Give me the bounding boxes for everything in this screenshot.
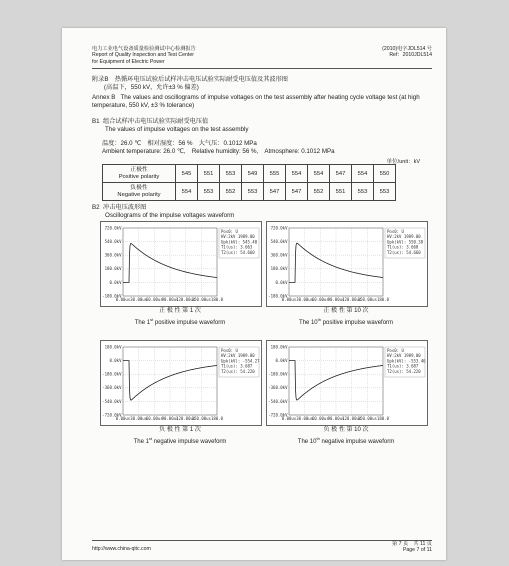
x-tick-label: 120.00us (342, 297, 362, 302)
y-tick-label: 180.0kV (104, 266, 122, 272)
caption-en-text: negative impulse waveform (152, 438, 227, 445)
y-tick-label: -360.0kV (102, 385, 122, 391)
table-cell: 552 (308, 183, 330, 201)
y-tick-label: 180.0kV (270, 266, 288, 272)
report-header-left (92, 46, 196, 65)
y-tick-label: 180.0kV (104, 344, 122, 350)
annex-subtitle-cn: (高温下，550 kV，允许±3 % 偏差) (104, 84, 199, 91)
ambient-conditions (102, 140, 335, 156)
measurement-line: Pos0: U (221, 229, 238, 234)
caption-en-text: positive impulse waveform (321, 319, 394, 326)
caption-en (95, 435, 265, 447)
oscillogram-svg (101, 341, 261, 425)
table-cell: 553 (242, 183, 264, 201)
table-cell: 549 (242, 165, 264, 183)
y-tick-label: -180.0kV (268, 371, 288, 377)
oscillogram-panel (100, 221, 262, 307)
y-tick-label: -540.0kV (268, 398, 288, 404)
x-tick-label: 0.00us (115, 297, 131, 302)
y-tick-label: 0.0kV (275, 279, 288, 285)
oscillogram-svg (267, 341, 427, 425)
section-b1-title-en: The values of impulse voltages on the test assembly (105, 125, 249, 133)
x-tick-label: 180.0 (210, 416, 224, 421)
annex-title-en (92, 94, 432, 110)
caption-en-text: The 1 (133, 438, 149, 445)
y-tick-label: -180.0kV (102, 293, 122, 299)
annex-title-cn (92, 76, 288, 92)
footer-page-number (392, 541, 432, 554)
x-tick-label: 120.00us (176, 416, 196, 421)
measurement-line: Pos0: U (387, 348, 404, 353)
impulse-voltage-table (102, 164, 396, 201)
caption-sup: st (150, 316, 154, 322)
x-tick-label: 120.00us (176, 297, 196, 302)
caption-en (261, 316, 431, 328)
y-tick-label: 0.0kV (109, 279, 122, 285)
measurement-line: Pos0: U (221, 348, 238, 353)
section-b2-heading (92, 204, 234, 219)
table-cell: 554 (308, 165, 330, 183)
section-b1-title-cn: 组合试样冲击电压试验实际耐受电压值 (103, 118, 209, 125)
x-tick-label: 90.00us (327, 416, 345, 421)
measurement-line: T1(us): 3.687 (387, 363, 419, 369)
x-tick-label: 60.00us (145, 416, 163, 421)
table-row-positive (103, 165, 396, 183)
table-cell: 553 (198, 183, 220, 201)
y-tick-label: 0.0kV (275, 358, 288, 363)
y-tick-label: -720.0kV (102, 412, 122, 418)
table-cell: 552 (220, 183, 242, 201)
annex-text-en: The values and oscillograms of impulse voltages on the test assembly after heating cycle voltage test (at high temperature, 550 kV, ±3 % tolerance) (92, 94, 420, 109)
measurement-line: Upk(kV): 550.38 (387, 239, 424, 245)
x-tick-label: 60.00us (145, 297, 163, 302)
x-tick-label: 180.0 (210, 297, 224, 302)
section-b2-title-cn: 冲击电压波形图 (103, 204, 147, 211)
caption-en-text: positive impulse waveform (153, 319, 226, 326)
row-label-cn: 负极性 (130, 184, 148, 191)
caption-en-text: The 10 (297, 438, 317, 445)
table-cell: 551 (330, 183, 352, 201)
table-row-negative (103, 183, 396, 201)
y-tick-label: 720.0kV (104, 225, 122, 231)
x-tick-label: 90.00us (161, 416, 179, 421)
y-tick-label: 180.0kV (270, 344, 288, 350)
x-tick-label: 90.00us (161, 297, 179, 302)
y-tick-label: -720.0kV (268, 412, 288, 418)
measurement-line: T1(us): 3.660 (387, 244, 419, 250)
caption-en-text: The 1 (134, 319, 151, 326)
x-tick-label: 30.00us (130, 297, 148, 302)
x-tick-label: 0.00us (281, 416, 297, 421)
oscillogram-caption (95, 308, 265, 327)
row-label-positive (103, 165, 176, 183)
impulse-waveform (289, 361, 383, 400)
caption-en (95, 316, 265, 328)
measurement-line: T2(us): 54.220 (387, 368, 421, 374)
x-tick-label: 30.00us (296, 416, 314, 421)
measurement-line: T2(us): 54.660 (221, 249, 255, 255)
x-tick-label: 30.00us (130, 416, 148, 421)
measurement-line: T1(us): 3.663 (221, 244, 253, 250)
header-title-en-2: for Equipment of Electric Power (92, 58, 165, 65)
x-tick-label: 150.00us (191, 416, 211, 421)
caption-cn: 正 极 性 第 1 次 (159, 308, 201, 314)
caption-cn: 负 极 性 第 10 次 (323, 427, 369, 433)
section-b1-heading (92, 118, 248, 133)
y-tick-label: -360.0kV (268, 385, 288, 391)
document-page (62, 28, 446, 560)
table-cell: 553 (374, 183, 396, 201)
measurement-line: Upk(kV): -553.46 (387, 358, 426, 364)
oscillogram-svg (101, 222, 261, 306)
measurement-line: HV:2kV 1989.00 (387, 234, 421, 240)
x-tick-label: 60.00us (311, 416, 329, 421)
x-tick-label: 0.00us (281, 297, 297, 302)
caption-sup: th (317, 316, 321, 322)
measurement-line: HV:2kV 1989.00 (221, 234, 255, 240)
caption-en-text: The 10 (298, 319, 318, 326)
unit-label: 单位/unit：kV (386, 159, 420, 165)
measurement-line: T1(us): 3.687 (221, 363, 253, 369)
row-label-negative (103, 183, 176, 201)
y-tick-label: 0.0kV (109, 358, 122, 363)
table-cell: 547 (286, 183, 308, 201)
annex-title-cn-line: 附录B 热循环电压试验后试样冲击电压试验实际耐受电压值及其波形图 (92, 76, 288, 83)
y-tick-label: -180.0kV (102, 371, 122, 377)
oscillogram-panel (100, 340, 262, 426)
x-tick-label: 180.0 (376, 416, 390, 421)
section-b1-number: B1 (92, 118, 100, 125)
report-header-right (382, 46, 432, 59)
ambient-conditions-cn: 温度：26.0 ℃ 相对湿度：56 % 大气压：0.1012 MPa (102, 140, 257, 147)
oscillogram-caption (95, 427, 265, 446)
section-b2-title-en: Oscillograms of the impulse voltages waveform (105, 211, 235, 219)
impulse-waveform (123, 361, 217, 401)
y-tick-label: -180.0kV (268, 293, 288, 299)
x-tick-label: 180.0 (376, 297, 390, 302)
table-cell: 553 (352, 183, 374, 201)
table-cell: 547 (264, 183, 286, 201)
x-tick-label: 60.00us (311, 297, 329, 302)
x-tick-label: 150.00us (191, 297, 211, 302)
header-divider (92, 68, 432, 69)
x-tick-label: 0.00us (115, 416, 131, 421)
measurement-line: HV:2kV 1989.00 (221, 353, 255, 359)
oscillogram-panel (266, 221, 428, 307)
x-tick-label: 120.00us (342, 416, 362, 421)
caption-en (261, 435, 431, 447)
measurement-line: Upk(kV): 545.40 (221, 239, 258, 245)
page-number-cn: 第 7 页 共 11 页 (392, 541, 432, 547)
measurement-line: T2(us): 54.220 (221, 368, 255, 374)
footer-divider (92, 540, 432, 541)
table-cell: 551 (198, 165, 220, 183)
caption-sup: th (316, 435, 320, 441)
measurement-line: T2(us): 54.660 (387, 249, 421, 255)
oscillogram-panel (266, 340, 428, 426)
oscillogram-svg (267, 222, 427, 306)
oscillogram-caption (261, 308, 431, 327)
table-cell: 545 (176, 165, 198, 183)
report-number-cn: (2010)电字JDL514 号 (382, 46, 432, 52)
x-tick-label: 90.00us (327, 297, 345, 302)
footer-url[interactable]: http://www.china-qitc.com (92, 546, 151, 552)
table-cell: 547 (330, 165, 352, 183)
header-title-cn: 电力工业电气设备质量检验测试中心检测报告 (92, 46, 196, 52)
y-tick-label: 720.0kV (270, 225, 288, 231)
table-cell: 554 (352, 165, 374, 183)
page-number-en: Page 7 of 11 (402, 547, 432, 554)
table-cell: 554 (286, 165, 308, 183)
y-tick-label: 360.0kV (270, 252, 288, 258)
measurement-line: Pos0: U (387, 229, 404, 234)
caption-cn: 负 极 性 第 1 次 (159, 427, 201, 433)
measurement-line: HV:2kV 1989.00 (387, 353, 421, 359)
header-title-en-1: Report of Quality Inspection and Test Center (92, 52, 194, 59)
x-tick-label: 150.00us (357, 416, 377, 421)
annex-label: Annex B (92, 94, 116, 101)
x-tick-label: 150.00us (357, 297, 377, 302)
y-tick-label: 360.0kV (104, 252, 122, 258)
table-cell: 550 (374, 165, 396, 183)
y-tick-label: 540.0kV (104, 239, 122, 244)
section-b2-number: B2 (92, 204, 100, 211)
caption-en-text: negative impulse waveform (319, 438, 395, 445)
table-cell: 555 (264, 165, 286, 183)
row-label-en: Negative polarity (117, 191, 161, 198)
x-tick-label: 30.00us (296, 297, 314, 302)
row-label-cn: 正极性 (130, 166, 148, 173)
row-label-en: Positive polarity (118, 173, 160, 180)
y-tick-label: -540.0kV (102, 398, 122, 404)
measurement-line: Upk(kV): -554.27 (221, 358, 260, 364)
table-cell: 553 (220, 165, 242, 183)
report-number-en: Ref：2010JDL514 (389, 52, 432, 59)
caption-sup: st (148, 435, 153, 441)
y-tick-label: 540.0kV (270, 239, 288, 244)
table-cell: 554 (176, 183, 198, 201)
caption-cn: 正 极 性 第 10 次 (323, 308, 369, 314)
ambient-conditions-en: Ambient temperature: 26.0 ℃, Relative humidity: 56 %, Atmosphere: 0.1012 MPa (102, 148, 335, 155)
oscillogram-caption (261, 427, 431, 446)
